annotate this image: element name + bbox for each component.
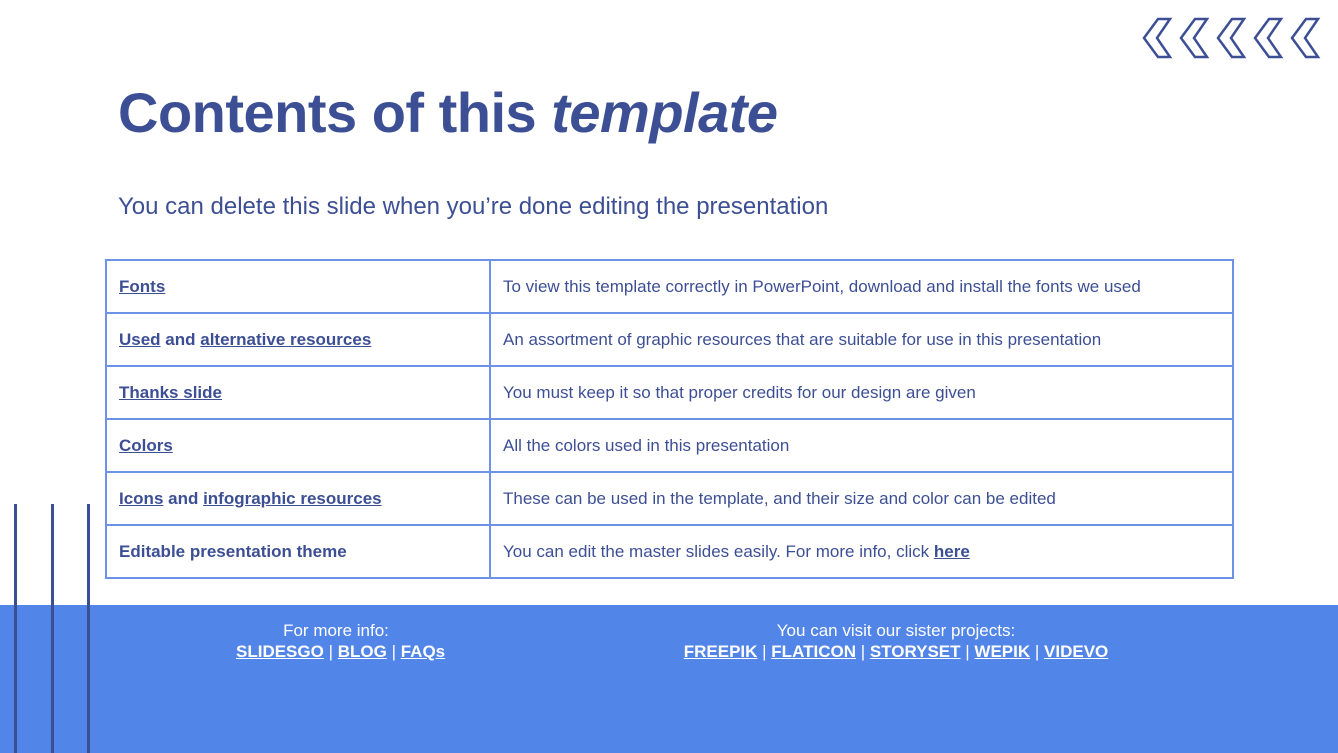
separator: | [757, 642, 772, 661]
separator: | [1030, 642, 1045, 661]
desc-text: You can edit the master slides easily. For more info, click [503, 541, 934, 561]
contents-table [105, 259, 1234, 579]
row-description: These can be used in the template, and their size and color can be edited [490, 472, 1233, 525]
slidesgo-link[interactable]: SLIDESGO [236, 642, 324, 661]
table-row [106, 260, 1233, 313]
alternative-resources-link[interactable]: alternative resources [200, 329, 372, 349]
table-row [106, 472, 1233, 525]
editable-theme-label: Editable presentation theme [106, 525, 490, 578]
title-italic: template [551, 81, 778, 144]
separator: | [960, 642, 975, 661]
joiner: and [160, 329, 201, 349]
decorative-line [51, 504, 54, 753]
row-description: An assortment of graphic resources that are suitable for use in this presentation [490, 313, 1233, 366]
faqs-link[interactable]: FAQs [400, 642, 446, 661]
table-row [106, 366, 1233, 419]
wepik-link[interactable]: WEPIK [974, 642, 1031, 661]
more-info-label: For more info: [283, 621, 389, 640]
separator: | [855, 642, 870, 661]
freepik-link[interactable]: FREEPIK [683, 642, 758, 661]
row-description: To view this template correctly in PowerPoint, download and install the fonts we used [490, 260, 1233, 313]
footer [0, 605, 1338, 753]
table-row [106, 419, 1233, 472]
title-text: Contents of this [118, 81, 552, 144]
decorative-line [14, 504, 17, 753]
separator: | [386, 642, 401, 661]
thanks-slide-link[interactable]: Thanks slide [119, 382, 222, 402]
chevrons-decoration-icon [1140, 17, 1330, 59]
table-row [106, 313, 1233, 366]
sister-projects-label: You can visit our sister projects: [776, 621, 1016, 640]
used-resources-link[interactable]: Used [119, 329, 161, 349]
blog-link[interactable]: BLOG [337, 642, 387, 661]
fonts-link[interactable]: Fonts [119, 276, 166, 296]
storyset-link[interactable]: STORYSET [869, 642, 961, 661]
icons-link[interactable]: Icons [119, 488, 164, 508]
page-title [118, 80, 778, 145]
infographic-resources-link[interactable]: infographic resources [203, 488, 382, 508]
joiner: and [163, 488, 204, 508]
videvo-link[interactable]: VIDEVO [1044, 642, 1109, 661]
row-description: You must keep it so that proper credits for our design are given [490, 366, 1233, 419]
separator: | [323, 642, 338, 661]
more-info [236, 620, 446, 662]
colors-link[interactable]: Colors [119, 435, 173, 455]
row-description [490, 525, 1233, 578]
subtitle: You can delete this slide when you’re done editing the presentation [118, 193, 829, 220]
row-description: All the colors used in this presentation [490, 419, 1233, 472]
flaticon-link[interactable]: FLATICON [771, 642, 856, 661]
sister-projects [646, 620, 1146, 662]
decorative-line [87, 504, 90, 753]
table-row [106, 525, 1233, 578]
here-link[interactable]: here [933, 541, 970, 561]
